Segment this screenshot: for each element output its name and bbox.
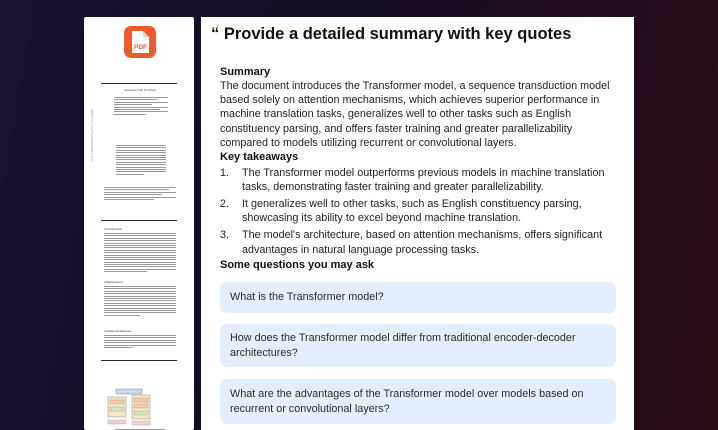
summary-chat-panel xyxy=(201,17,634,430)
architecture-diagram xyxy=(104,387,154,427)
prompt-title: “ Provide a detailed summary with key quotes xyxy=(211,25,572,43)
suggested-question-button[interactable] xyxy=(220,324,616,367)
page-title: Attention Is All You Need xyxy=(124,88,156,92)
key-takeaways-list xyxy=(220,166,610,260)
takeaway-number: 2. xyxy=(220,198,230,211)
takeaway-item xyxy=(220,166,610,194)
page-divider xyxy=(101,360,177,361)
pdf-badge-label: PDF xyxy=(134,44,147,51)
suggested-question-text: How does the Transformer model differ from traditional encoder-decoder architectures? xyxy=(230,332,576,359)
takeaway-text: The model's architecture, based on attention mechanisms, offers significant advantages in natural language processing tasks. xyxy=(242,229,603,256)
summary-text: The document introduces the Transformer model, a sequence transduction model based solely on attention mechanisms, which achieves superior performance in machine translation tasks, generalizes well to other tasks such as English constituency parsing, and offers faster training and greater parallelizability compared to models utilizing recurrent or convolutional layers. xyxy=(220,80,610,149)
text-block xyxy=(104,286,176,317)
arxiv-side-code: arXiv:1706.03762v7 [cs.CL] 2 Aug 2023 xyxy=(90,109,94,162)
pdf-preview-panel[interactable] xyxy=(84,17,194,430)
page-divider xyxy=(101,220,177,221)
section-heading: 1 Introduction xyxy=(104,227,123,231)
pdf-document-icon xyxy=(129,30,151,54)
takeaway-text: The Transformer model outperforms previous models in machine translation tasks, demonstrating faster training and greater parallelizability. xyxy=(242,167,605,194)
takeaway-number: 3. xyxy=(220,229,230,242)
text-block xyxy=(104,335,176,349)
suggested-questions-heading: Some questions you may ask xyxy=(220,259,375,271)
author-block xyxy=(114,97,168,116)
page-divider xyxy=(101,83,177,84)
takeaway-text: It generalizes well to other tasks, such as English constituency parsing, showcasing its ability to excel beyond machine translation. xyxy=(242,198,582,225)
suggested-question-button[interactable] xyxy=(220,379,616,424)
takeaway-number: 1. xyxy=(220,167,230,179)
key-takeaways-heading: Key takeaways xyxy=(220,151,299,163)
summary-heading: Summary xyxy=(220,66,271,78)
footnote-block xyxy=(104,187,176,201)
suggested-question-button[interactable] xyxy=(220,282,616,313)
suggested-question-text: What are the advantages of the Transformer model over models based on recurrent or convolutional layers? xyxy=(230,388,584,415)
abstract-block xyxy=(116,145,166,176)
text-block xyxy=(104,233,176,274)
takeaway-item xyxy=(220,228,610,256)
section-heading: 2 Background xyxy=(104,280,123,284)
suggested-question-text: What is the Transformer model? xyxy=(230,291,384,304)
section-heading: 3 Model Architecture xyxy=(104,329,132,333)
takeaway-item xyxy=(220,197,610,225)
pdf-file-icon xyxy=(124,26,156,58)
